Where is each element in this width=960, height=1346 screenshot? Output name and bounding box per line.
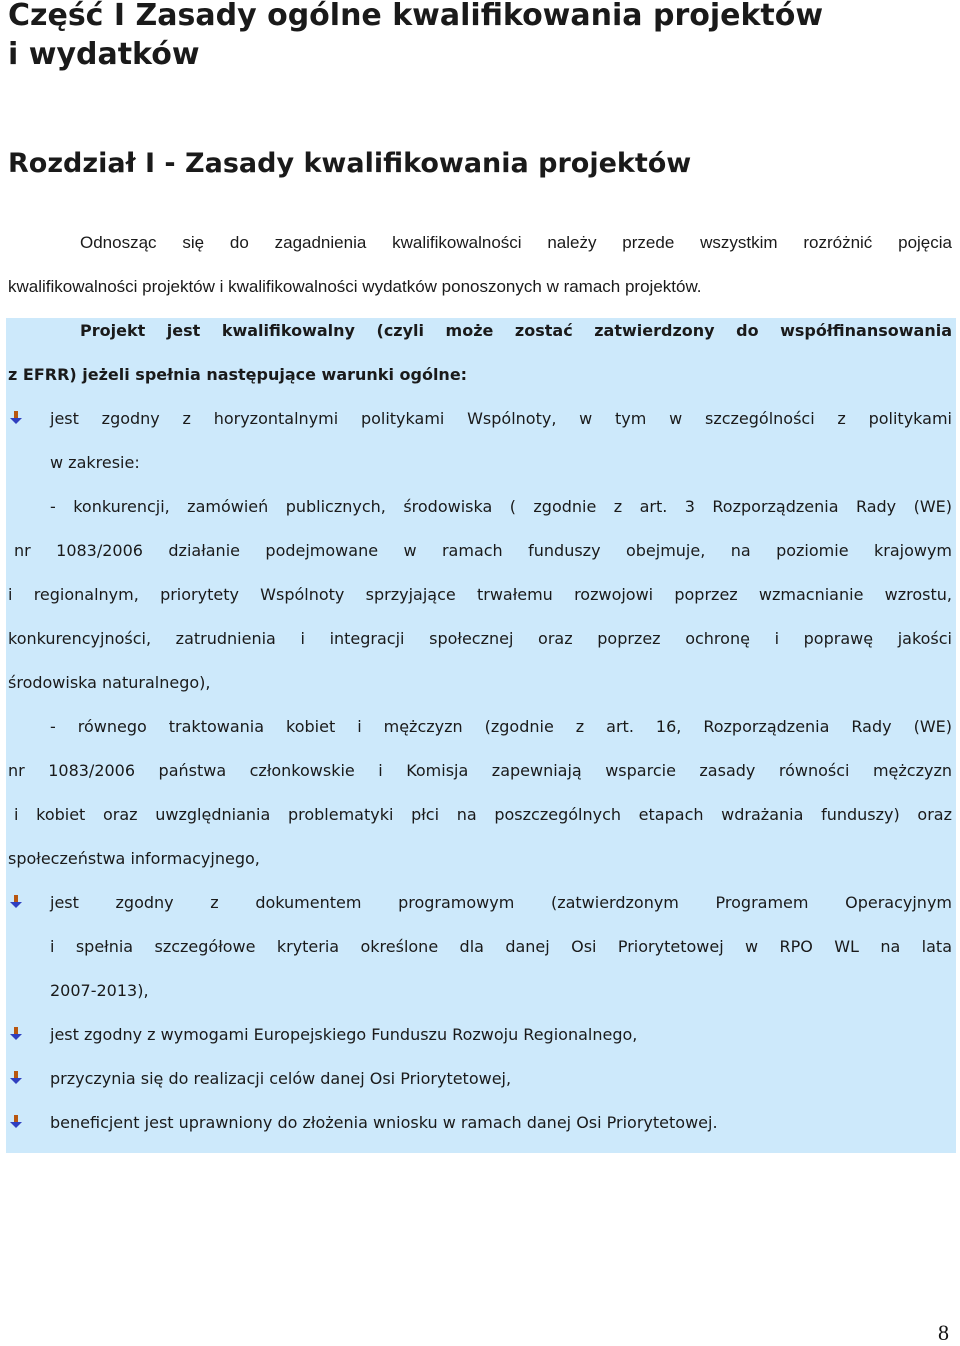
item1-line8: - równego traktowania kobiet i mężczyzn (zgodnie z art. 16, Rozporządzenia Rady (WE) xyxy=(50,717,952,736)
bullet-arrow-icon xyxy=(10,1071,22,1085)
intro-line1: Odnosząc się do zagadnienia kwalifikowalności należy przede wszystkim rozróżnić pojęcia xyxy=(80,233,952,252)
item1-line9: nr 1083/2006 państwa członkowskie i Komisja zapewniają wsparcie zasady równości mężczyzn xyxy=(8,761,952,780)
item1-line11: społeczeństwa informacyjnego, xyxy=(8,849,260,868)
bullet-arrow-icon xyxy=(10,895,22,909)
intro-line2: kwalifikowalności projektów i kwalifikowalności wydatków ponoszonych w ramach projektów. xyxy=(8,277,702,296)
part-title-line2: i wydatków xyxy=(8,37,200,72)
lead-line2: z EFRR) jeżeli spełnia następujące warunki ogólne: xyxy=(8,365,468,384)
item1-line6: konkurencyjności, zatrudnienia i integracji społecznej oraz poprzez ochronę i poprawę jakości xyxy=(8,629,952,648)
page-number: 8 xyxy=(938,1320,949,1345)
chapter-title: Rozdział I - Zasady kwalifikowania projektów xyxy=(8,148,692,179)
item4-text: przyczynia się do realizacji celów danej Osi Priorytetowej, xyxy=(50,1069,512,1088)
item2-line3: 2007-2013), xyxy=(50,981,149,1000)
lead-line1: Projekt jest kwalifikowalny (czyli może zostać zatwierdzony do współfinansowania xyxy=(80,321,952,340)
item1-line7: środowiska naturalnego), xyxy=(8,673,211,692)
item1-line10: i kobiet oraz uwzględniania problematyki płci na poszczególnych etapach wdrażania funduszy) oraz xyxy=(14,805,952,824)
item1-line2: w zakresie: xyxy=(50,453,140,472)
item5-text: beneficjent jest uprawniony do złożenia wniosku w ramach danej Osi Priorytetowej. xyxy=(50,1113,718,1132)
bullet-arrow-icon xyxy=(10,411,22,425)
bullet-arrow-icon xyxy=(10,1027,22,1041)
part-title-line1: Część I Zasady ogólne kwalifikowania projektów xyxy=(8,0,824,33)
item1-line5: i regionalnym, priorytety Wspólnoty sprzyjające trwałemu rozwojowi poprzez wzmacnianie wzrostu, xyxy=(8,585,952,604)
item2-line1: jest zgodny z dokumentem programowym (zatwierdzonym Programem Operacyjnym xyxy=(50,893,952,912)
item1-line1: jest zgodny z horyzontalnymi politykami Wspólnoty, w tym w szczególności z politykami xyxy=(50,409,952,428)
item1-line4: nr 1083/2006 działanie podejmowane w ramach funduszy obejmuje, na poziomie krajowym xyxy=(14,541,952,560)
item1-line3: - konkurencji, zamówień publicznych, środowiska ( zgodnie z art. 3 Rozporządzenia Rady (WE) xyxy=(50,497,952,516)
item3-text: jest zgodny z wymogami Europejskiego Funduszu Rozwoju Regionalnego, xyxy=(50,1025,638,1044)
bullet-arrow-icon xyxy=(10,1115,22,1129)
item2-line2: i spełnia szczegółowe kryteria określone dla danej Osi Priorytetowej w RPO WL na lata xyxy=(50,937,952,956)
